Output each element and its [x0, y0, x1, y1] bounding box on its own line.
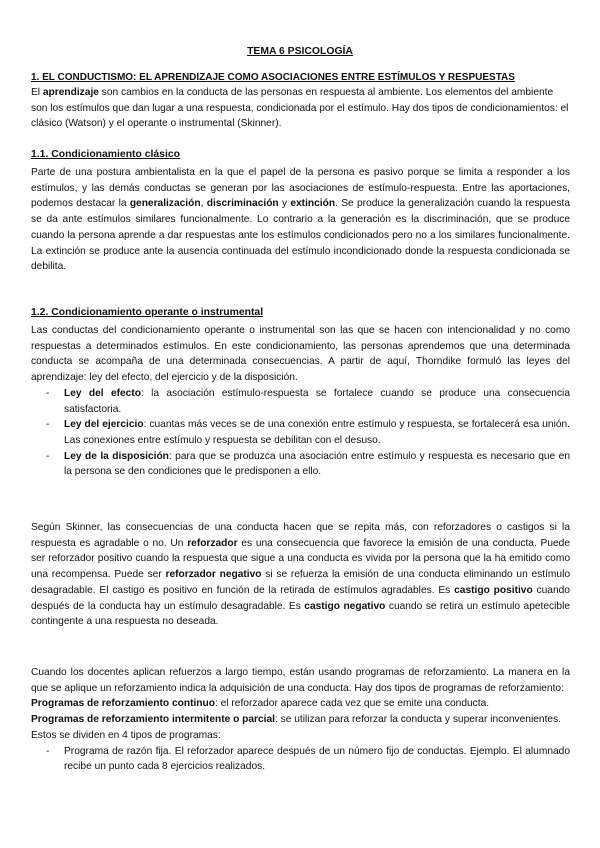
programs-continuo: Programas de reforzamiento continuo: el reforzador aparece cada vez que se emite una conducta.: [31, 698, 490, 710]
document-title: TEMA 6 PSICOLOGÍA: [247, 46, 353, 57]
section-1-2: [31, 306, 570, 480]
programs-intro: Cuando los docentes aplican refuerzos a largo tiempo, están usando programas de reforzamiento. La manera en la que se aplique un reforzamiento indica la adquisición de una conducta. Hay dos tipos de programas de reforzamiento:: [31, 667, 570, 694]
list-item-ley-disposicion: - Ley de la disposición: para que se produzca una asociación entre estímulo y respuesta es necesario que en la persona se den condiciones que le predisponen a ello.: [46, 450, 570, 478]
section-1-1-paragraph: Parte de una postura ambientalista en la que el papel de la persona es pasivo porque se limita a responder a los estímulos, y las demás conductas se generan por las asociaciones de estímulo-respuesta. Entre las aportaciones, podemos destacar la generalización, discriminación y extinción. Se produce la generalización cuando la respuesta se da ante estímulos similares funcionalmente. Lo contrario a la generación es la discriminación, que se produce cuando la persona aprende a dar respuestas ante los estímulos condicionados pero no a los similares funcionalmente. La extinción se produce ante la ausencia continuada del estímulo incondicionado donde la respuesta condicionada se debilita.: [31, 167, 570, 273]
skinner-paragraph: Según Skinner, las consecuencias de una conducta hacen que se repita más, con reforzadores o castigos si la respuesta es agradable o no. Un reforzador es una consecuencia que favorece la emisión de una conducta. Puede ser reforzador positivo cuando la respuesta que sigue a una conducta es vivida por la persona que la ha emitido como una recompensa. Puede ser reforzador negativo si se refuerza la emisión de una conducta eliminando un estímulo desagradable. El castigo es positivo en función de la retirada de estímulos agradables. Es castigo positivo cuando después de la conducta hay un estímulo desagradable. Es castigo negativo cuando se retira un estímulo apetecible contingente a una respuesta no deseada.: [31, 522, 570, 628]
section-1-2-intro: Las conductas del condicionamiento operante o instrumental son las que se hacen con intencionalidad y no como respuestas a determinados estímulos. En este condicionamiento, las personas aprendemos que una determinada conducta se acompaña de una determinada consecuencias. A partir de aquí, Thorndike formuló las leyes del aprendizaje: ley del efecto, del ejercicio y de la disposición.: [31, 325, 570, 384]
section-1-heading: 1. EL CONDUCTISMO: EL APRENDIZAJE COMO ASOCIACIONES ENTRE ESTÍMULOS Y RESPUESTAS: [31, 72, 515, 83]
skinner-section: [31, 520, 570, 630]
list-item-ley-ejercicio: - Ley del ejercicio: cuantas más veces se de una conexión entre estímulo y respuesta, se fortalecerá esa unión. Las conexiones entre estímulo y respuesta se debilitan con el desuso.: [46, 419, 570, 446]
programs-section: [31, 665, 570, 775]
section-1-2-heading: 1.2. Condicionamiento operante o instrumental: [31, 307, 264, 318]
section-1-1: [31, 148, 570, 275]
section-1: [31, 71, 570, 132]
section-1-1-heading: 1.1. Condicionamiento clásico: [31, 149, 180, 160]
section-1-paragraph: El aprendizaje son cambios en la conducta de las personas en respuesta al ambiente. Los elementos del ambiente son los estímulos que dan lugar a una respuesta, condicionada por el estímulo. Hay dos tipos de condicionamientos: el clásico (Watson) y el operante o instrumental (Skinner).: [31, 87, 569, 130]
list-item-ley-efecto: - Ley del efecto: la asociación estímulo-respuesta se fortalece cuando se produce una consecuencia satisfactoria.: [46, 387, 570, 415]
programs-intermitente: Programas de reforzamiento intermitente o parcial: se utilizan para reforzar la conducta y superar inconvenientes. Estos se dividen en 4 tipos de programas:: [31, 714, 561, 741]
list-item-razon-fija: - Programa de razón fija. El reforzador aparece después de un número fijo de conductas. Ejemplo. El alumnado recibe un punto cada 8 ejercicios realizados.: [46, 745, 570, 773]
